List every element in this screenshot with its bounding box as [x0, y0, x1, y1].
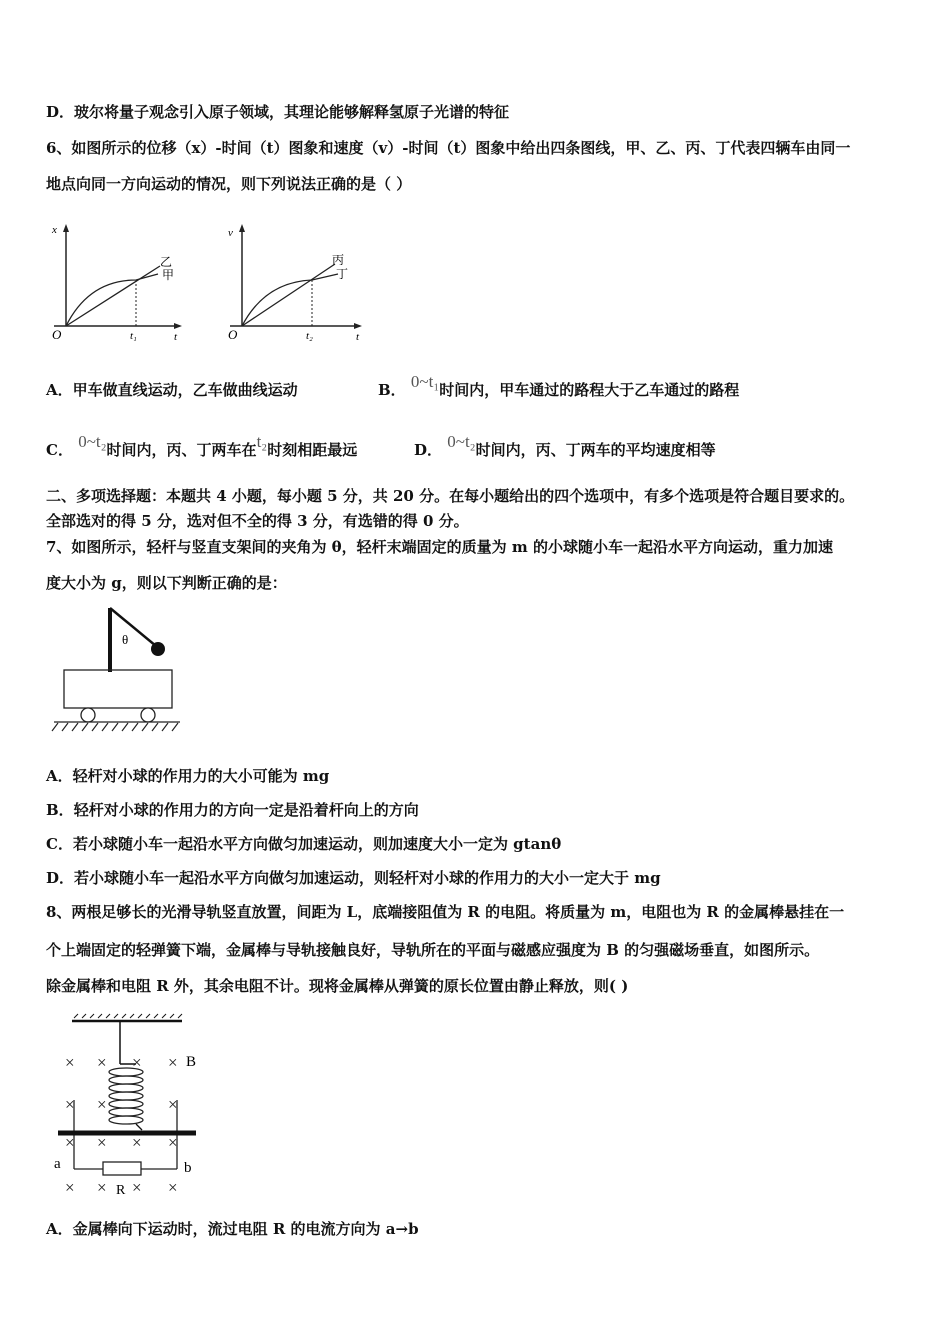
svg-text:×: × — [132, 1178, 142, 1197]
q8-stem-line1: 8、两根足够长的光滑导轨竖直放置，间距为 L，底端接阻值为 R 的电阻。将质量为 m，电阻也为 R 的金属棒悬挂在一 — [46, 903, 845, 921]
option-label: B． — [46, 801, 74, 819]
q6-option-d — [414, 432, 716, 460]
origin-label: O — [52, 327, 62, 342]
curve-label-jia: 甲 — [162, 268, 175, 282]
math-interval: 0~t₁ — [410, 372, 440, 391]
t1-label: t₁ — [130, 330, 137, 342]
option-label: D． — [46, 103, 75, 121]
svg-text:×: × — [65, 1133, 75, 1152]
q6-stem-line2: 地点向同一方向运动的情况，则下列说法正确的是（ ） — [46, 175, 412, 193]
curve-label-ding: 丁 — [336, 267, 349, 281]
q7-stem-line1: 7、如图所示，轻杆与竖直支架间的夹角为 θ，轻杆末端固定的质量为 m 的小球随小车一起沿水平方向运动，重力加速 — [46, 538, 833, 556]
y-axis-label: v — [228, 227, 233, 239]
svg-text:×: × — [168, 1095, 178, 1114]
section2-line2: 全部选对的得 5 分，选对但不全的得 3 分，有选错的得 0 分。 — [46, 512, 469, 530]
terminal-b-label: b — [184, 1160, 192, 1176]
option-text: 时间内，丙、丁两车的平均速度相等 — [475, 441, 716, 459]
q6-option-b — [378, 372, 740, 400]
svg-text:×: × — [168, 1133, 178, 1152]
spring-icon — [109, 1068, 143, 1124]
math-t2: t₂ — [256, 432, 268, 451]
math-interval: 0~t₂ — [78, 432, 107, 451]
ball-icon — [151, 642, 165, 656]
option-label: D． — [46, 869, 75, 887]
q8-circuit-figure — [44, 1008, 214, 1203]
curve-label-bing: 丙 — [332, 253, 345, 267]
x-axis-label: t — [174, 331, 178, 342]
svg-text:×: × — [97, 1053, 107, 1072]
q6-xt-graph — [44, 222, 184, 342]
option-label: C． — [46, 835, 73, 853]
svg-text:×: × — [65, 1053, 75, 1072]
y-axis-label: x — [52, 224, 57, 236]
x-axis-label: t — [356, 331, 360, 342]
svg-text:×: × — [168, 1053, 178, 1072]
angle-label: θ — [122, 632, 129, 647]
q7-option-d — [46, 868, 661, 888]
option-label: D． — [414, 441, 443, 459]
q8-stem-line3: 除金属棒和电阻 R 外，其余电阻不计。现将金属棒从弹簧的原长位置由静止释放，则( ) — [46, 977, 629, 995]
q6-option-a — [46, 380, 298, 400]
svg-text:×: × — [168, 1178, 178, 1197]
option-label: A． — [46, 381, 73, 399]
option-text: 若小球随小车一起沿水平方向做匀加速运动，则轻杆对小球的作用力的大小一定大于 mg — [74, 869, 661, 887]
option-label: A． — [46, 1220, 73, 1238]
wheel-icon — [81, 708, 95, 722]
q7-option-c — [46, 834, 561, 854]
math-interval: 0~t₂ — [447, 432, 476, 451]
terminal-a-label: a — [54, 1156, 61, 1172]
q5-option-d — [46, 102, 509, 122]
svg-text:×: × — [65, 1095, 75, 1114]
q6-vt-graph — [220, 222, 370, 342]
option-text: 玻尔将量子观念引入原子领域，其理论能够解释氢原子光谱的特征 — [74, 103, 510, 121]
q7-option-b — [46, 800, 419, 820]
option-text: 时间内，丙、丁两车在 — [106, 441, 257, 459]
option-text: 金属棒向下运动时，流过电阻 R 的电流方向为 a→b — [72, 1220, 419, 1238]
option-text: 时间内，甲车通过的路程大于乙车通过的路程 — [439, 381, 740, 399]
option-text: 甲车做直线运动，乙车做曲线运动 — [72, 381, 298, 399]
field-label: B — [186, 1054, 197, 1070]
q8-option-a — [46, 1219, 419, 1239]
q6-option-c — [46, 432, 358, 460]
svg-text:×: × — [97, 1178, 107, 1197]
q6-stem-line1: 6、如图所示的位移（x）-时间（t）图象和速度（v）-时间（t）图象中给出四条图线，甲、乙、丙、丁代表四辆车由同一 — [46, 139, 851, 157]
option-label: A． — [46, 767, 73, 785]
q7-stem-line2: 度大小为 g，则以下判断正确的是： — [46, 574, 287, 592]
option-text: 轻杆对小球的作用力的方向一定是沿着杆向上的方向 — [73, 801, 419, 819]
t2-label: t₂ — [306, 330, 313, 342]
wheel-icon — [141, 708, 155, 722]
resistor-label: R — [116, 1183, 126, 1198]
option-text: 若小球随小车一起沿水平方向做匀加速运动，则加速度大小一定为 gtanθ — [72, 835, 562, 853]
curve-label-yi: 乙 — [160, 255, 173, 269]
section2-line1: 二、多项选择题：本题共 4 小题，每小题 5 分，共 20 分。在每小题给出的四个选项中，有多个选项是符合题目要求的。 — [46, 487, 855, 505]
svg-text:×: × — [97, 1133, 107, 1152]
q7-option-a — [46, 766, 329, 786]
resistor-icon — [103, 1162, 141, 1175]
svg-text:×: × — [132, 1133, 142, 1152]
origin-label: O — [228, 327, 238, 342]
option-text: 轻杆对小球的作用力的大小可能为 mg — [72, 767, 330, 785]
svg-text:×: × — [65, 1178, 75, 1197]
svg-text:×: × — [97, 1095, 107, 1114]
option-text: 时刻相距最远 — [267, 441, 358, 459]
q8-stem-line2: 个上端固定的轻弹簧下端，金属棒与导轨接触良好，导轨所在的平面与磁感应强度为 B 的匀强磁场垂直，如图所示。 — [46, 941, 820, 959]
q7-cart-figure — [44, 600, 194, 740]
svg-text:×: × — [132, 1053, 142, 1072]
option-label: C． — [46, 441, 73, 459]
option-label: B． — [378, 381, 406, 399]
